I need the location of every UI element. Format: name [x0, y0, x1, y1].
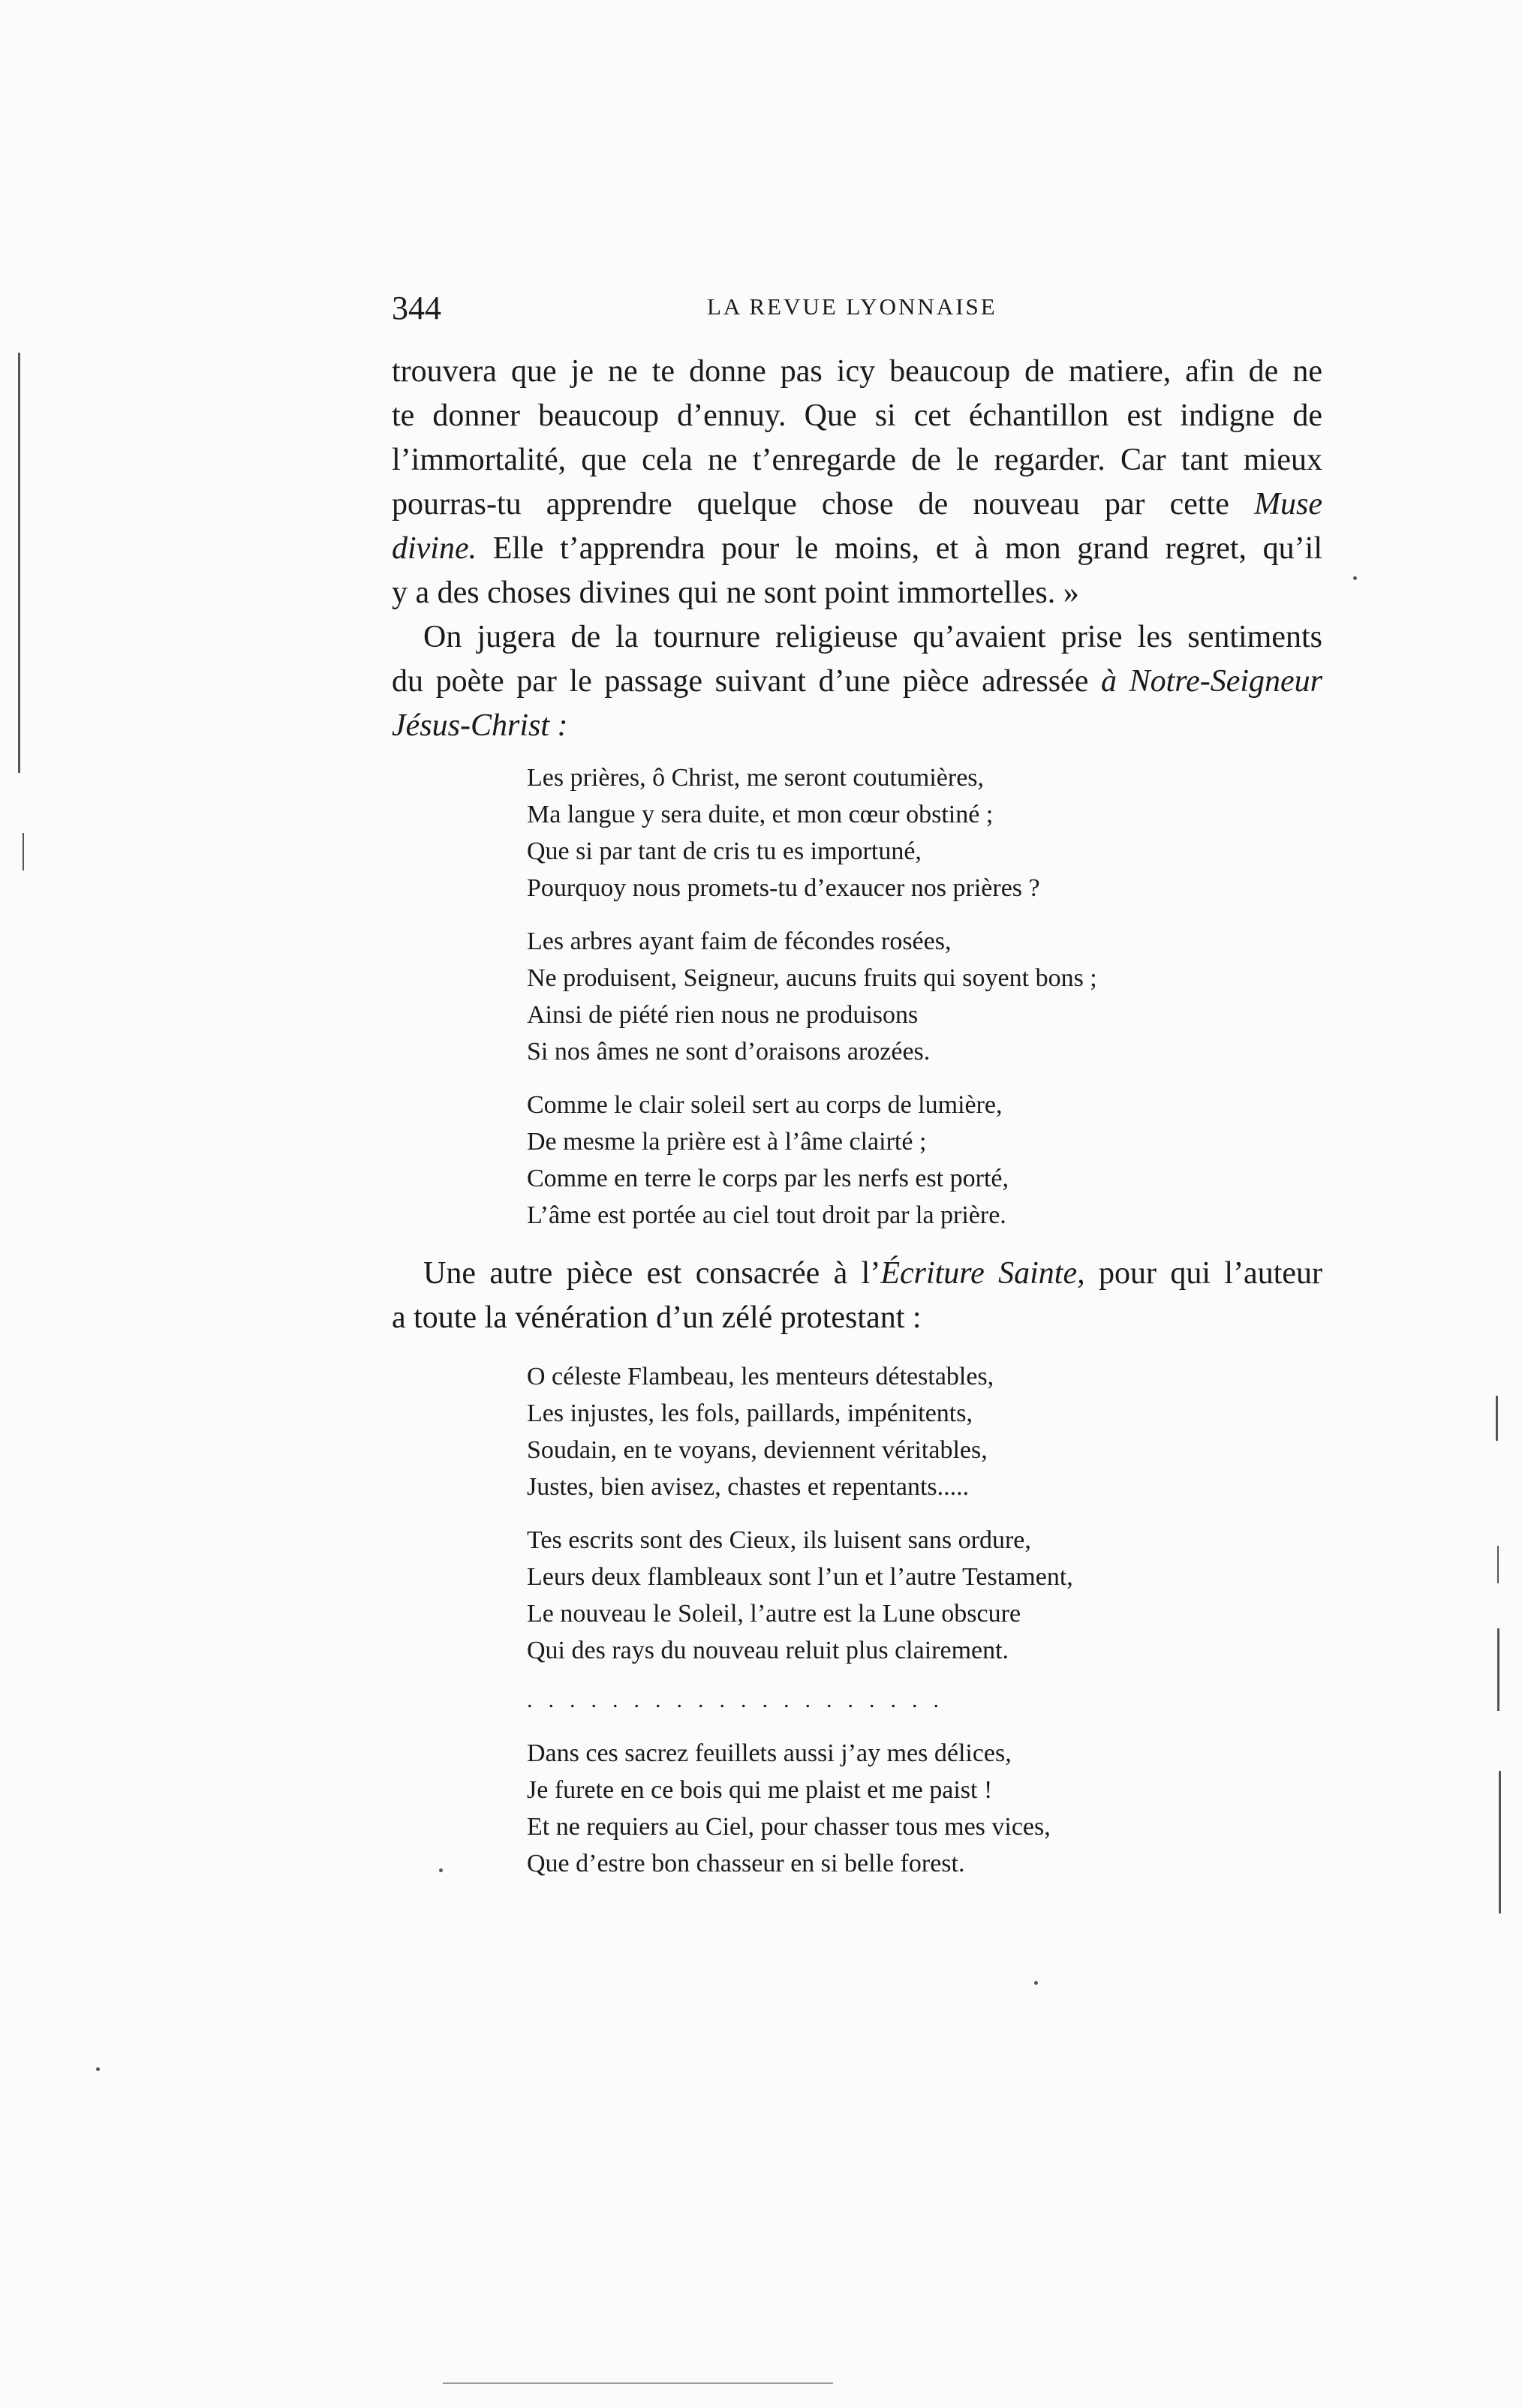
italic-text: à Notre-Seigneur: [1100, 664, 1322, 699]
scan-artifact-line: [443, 2382, 833, 2384]
verse-line: L’âme est portée au ciel tout droit par la prière.: [527, 1201, 1006, 1229]
verse-line: Comme en terre le corps par les nerfs est porté,: [527, 1165, 1009, 1192]
verse-line: O céleste Flambeau, les menteurs détestables,: [527, 1363, 994, 1390]
text-line: du poète par le passage suivant d’une pièce adressée à Notre-Seigneur: [392, 664, 1322, 699]
scan-artifact-line: [1497, 1628, 1499, 1711]
verse-line: Ainsi de piété rien nous ne produisons: [527, 1001, 919, 1029]
text-line: Une autre pièce est consacrée à l’Écriture Sainte, pour qui l’auteur: [423, 1256, 1323, 1291]
stanza: [527, 759, 1202, 906]
scan-artifact-line: [1497, 1546, 1499, 1583]
verse-line: Si nos âmes ne sont d’oraisons arozées.: [527, 1038, 931, 1066]
verse-line: Qui des rays du nouveau reluit plus clairement.: [527, 1637, 1009, 1664]
verse-line: Leurs deux flambleaux sont l’un et l’autre Testament,: [527, 1563, 1073, 1591]
verse-line: Je furete en ce bois qui me plaist et me paist !: [527, 1776, 993, 1804]
text-line: divine. Elle t’apprendra pour le moins, et à mon grand regret, qu’il: [392, 531, 1322, 566]
verse-line: Que d’estre bon chasseur en si belle forest.: [527, 1850, 965, 1877]
verse-line: Ne produisent, Seigneur, aucuns fruits qui soyent bons ;: [527, 964, 1097, 992]
italic-text: Muse: [1254, 487, 1322, 522]
stanza: [527, 1735, 1202, 1882]
scan-speck: [96, 2067, 100, 2071]
verse-line: Et ne requiers au Ciel, pour chasser tous mes vices,: [527, 1813, 1051, 1841]
scan-artifact-line: [23, 833, 24, 870]
verse-block-1: [527, 759, 1202, 1250]
text-line: y a des choses divines qui ne sont point immortelles. »: [392, 576, 1079, 610]
verse-line: Justes, bien avisez, chastes et repentants.....: [527, 1473, 970, 1501]
text-line: On jugera de la tournure religieuse qu’avaient prise les sentiments: [423, 620, 1322, 654]
verse-line: Que si par tant de cris tu es importuné,: [527, 837, 922, 865]
stanza: [527, 1358, 1202, 1505]
stanza: [527, 1087, 1202, 1234]
verse-line: Les prières, ô Christ, me seront coutumières,: [527, 764, 985, 792]
verse-block-2: [527, 1358, 1202, 1898]
scan-speck: [1034, 1981, 1038, 1985]
verse-line: Pourquoy nous promets-tu d’exaucer nos prières ?: [527, 874, 1040, 902]
paragraph-1: [392, 350, 1322, 615]
text-line: trouvera que je ne te donne pas icy beaucoup de matiere, afin de ne: [392, 354, 1322, 389]
stanza: [527, 1522, 1202, 1669]
scan-artifact-line: [18, 353, 20, 773]
running-title: LA REVUE LYONNAISE: [707, 293, 997, 320]
verse-line: Ma langue y sera duite, et mon cœur obstiné ;: [527, 801, 994, 828]
paragraph-2: [392, 615, 1322, 748]
verse-line: Dans ces sacrez feuillets aussi j’ay mes délices,: [527, 1739, 1012, 1767]
scan-speck: [1353, 576, 1357, 580]
scan-artifact-line: [1499, 1771, 1501, 1913]
text-line: l’immortalité, que cela ne t’enregarde de le regarder. Car tant mieux: [392, 443, 1322, 477]
paragraph-3: [392, 1252, 1322, 1340]
text-line: pourras-tu apprendre quelque chose de nouveau par cette Muse: [392, 487, 1322, 522]
italic-text: Écriture Sainte,: [880, 1256, 1085, 1291]
page-header: [392, 289, 1322, 334]
verse-line: Les arbres ayant faim de fécondes rosées,: [527, 927, 952, 955]
scan-artifact-line: [1496, 1396, 1498, 1441]
verse-line: Tes escrits sont des Cieux, ils luisent sans ordure,: [527, 1526, 1031, 1554]
text-line: [392, 704, 1322, 748]
page-number: 344: [392, 290, 441, 326]
verse-line: Comme le clair soleil sert au corps de lumière,: [527, 1091, 1003, 1119]
text-line: a toute la vénération d’un zélé protestant :: [392, 1300, 922, 1335]
verse-line: Le nouveau le Soleil, l’autre est la Lune obscure: [527, 1600, 1021, 1628]
ellipsis-row: ....................: [527, 1688, 955, 1712]
verse-line: Les injustes, les fols, paillards, impénitents,: [527, 1399, 973, 1427]
italic-text: divine.: [392, 531, 477, 566]
text-line: te donner beaucoup d’ennuy. Que si cet échantillon est indigne de: [392, 398, 1322, 433]
verse-line: De mesme la prière est à l’âme clairté ;: [527, 1128, 927, 1156]
scan-speck: [439, 1868, 443, 1872]
verse-line: Soudain, en te voyans, deviennent véritables,: [527, 1436, 988, 1464]
stanza: [527, 923, 1202, 1070]
italic-text: Jésus-Christ :: [392, 708, 568, 743]
